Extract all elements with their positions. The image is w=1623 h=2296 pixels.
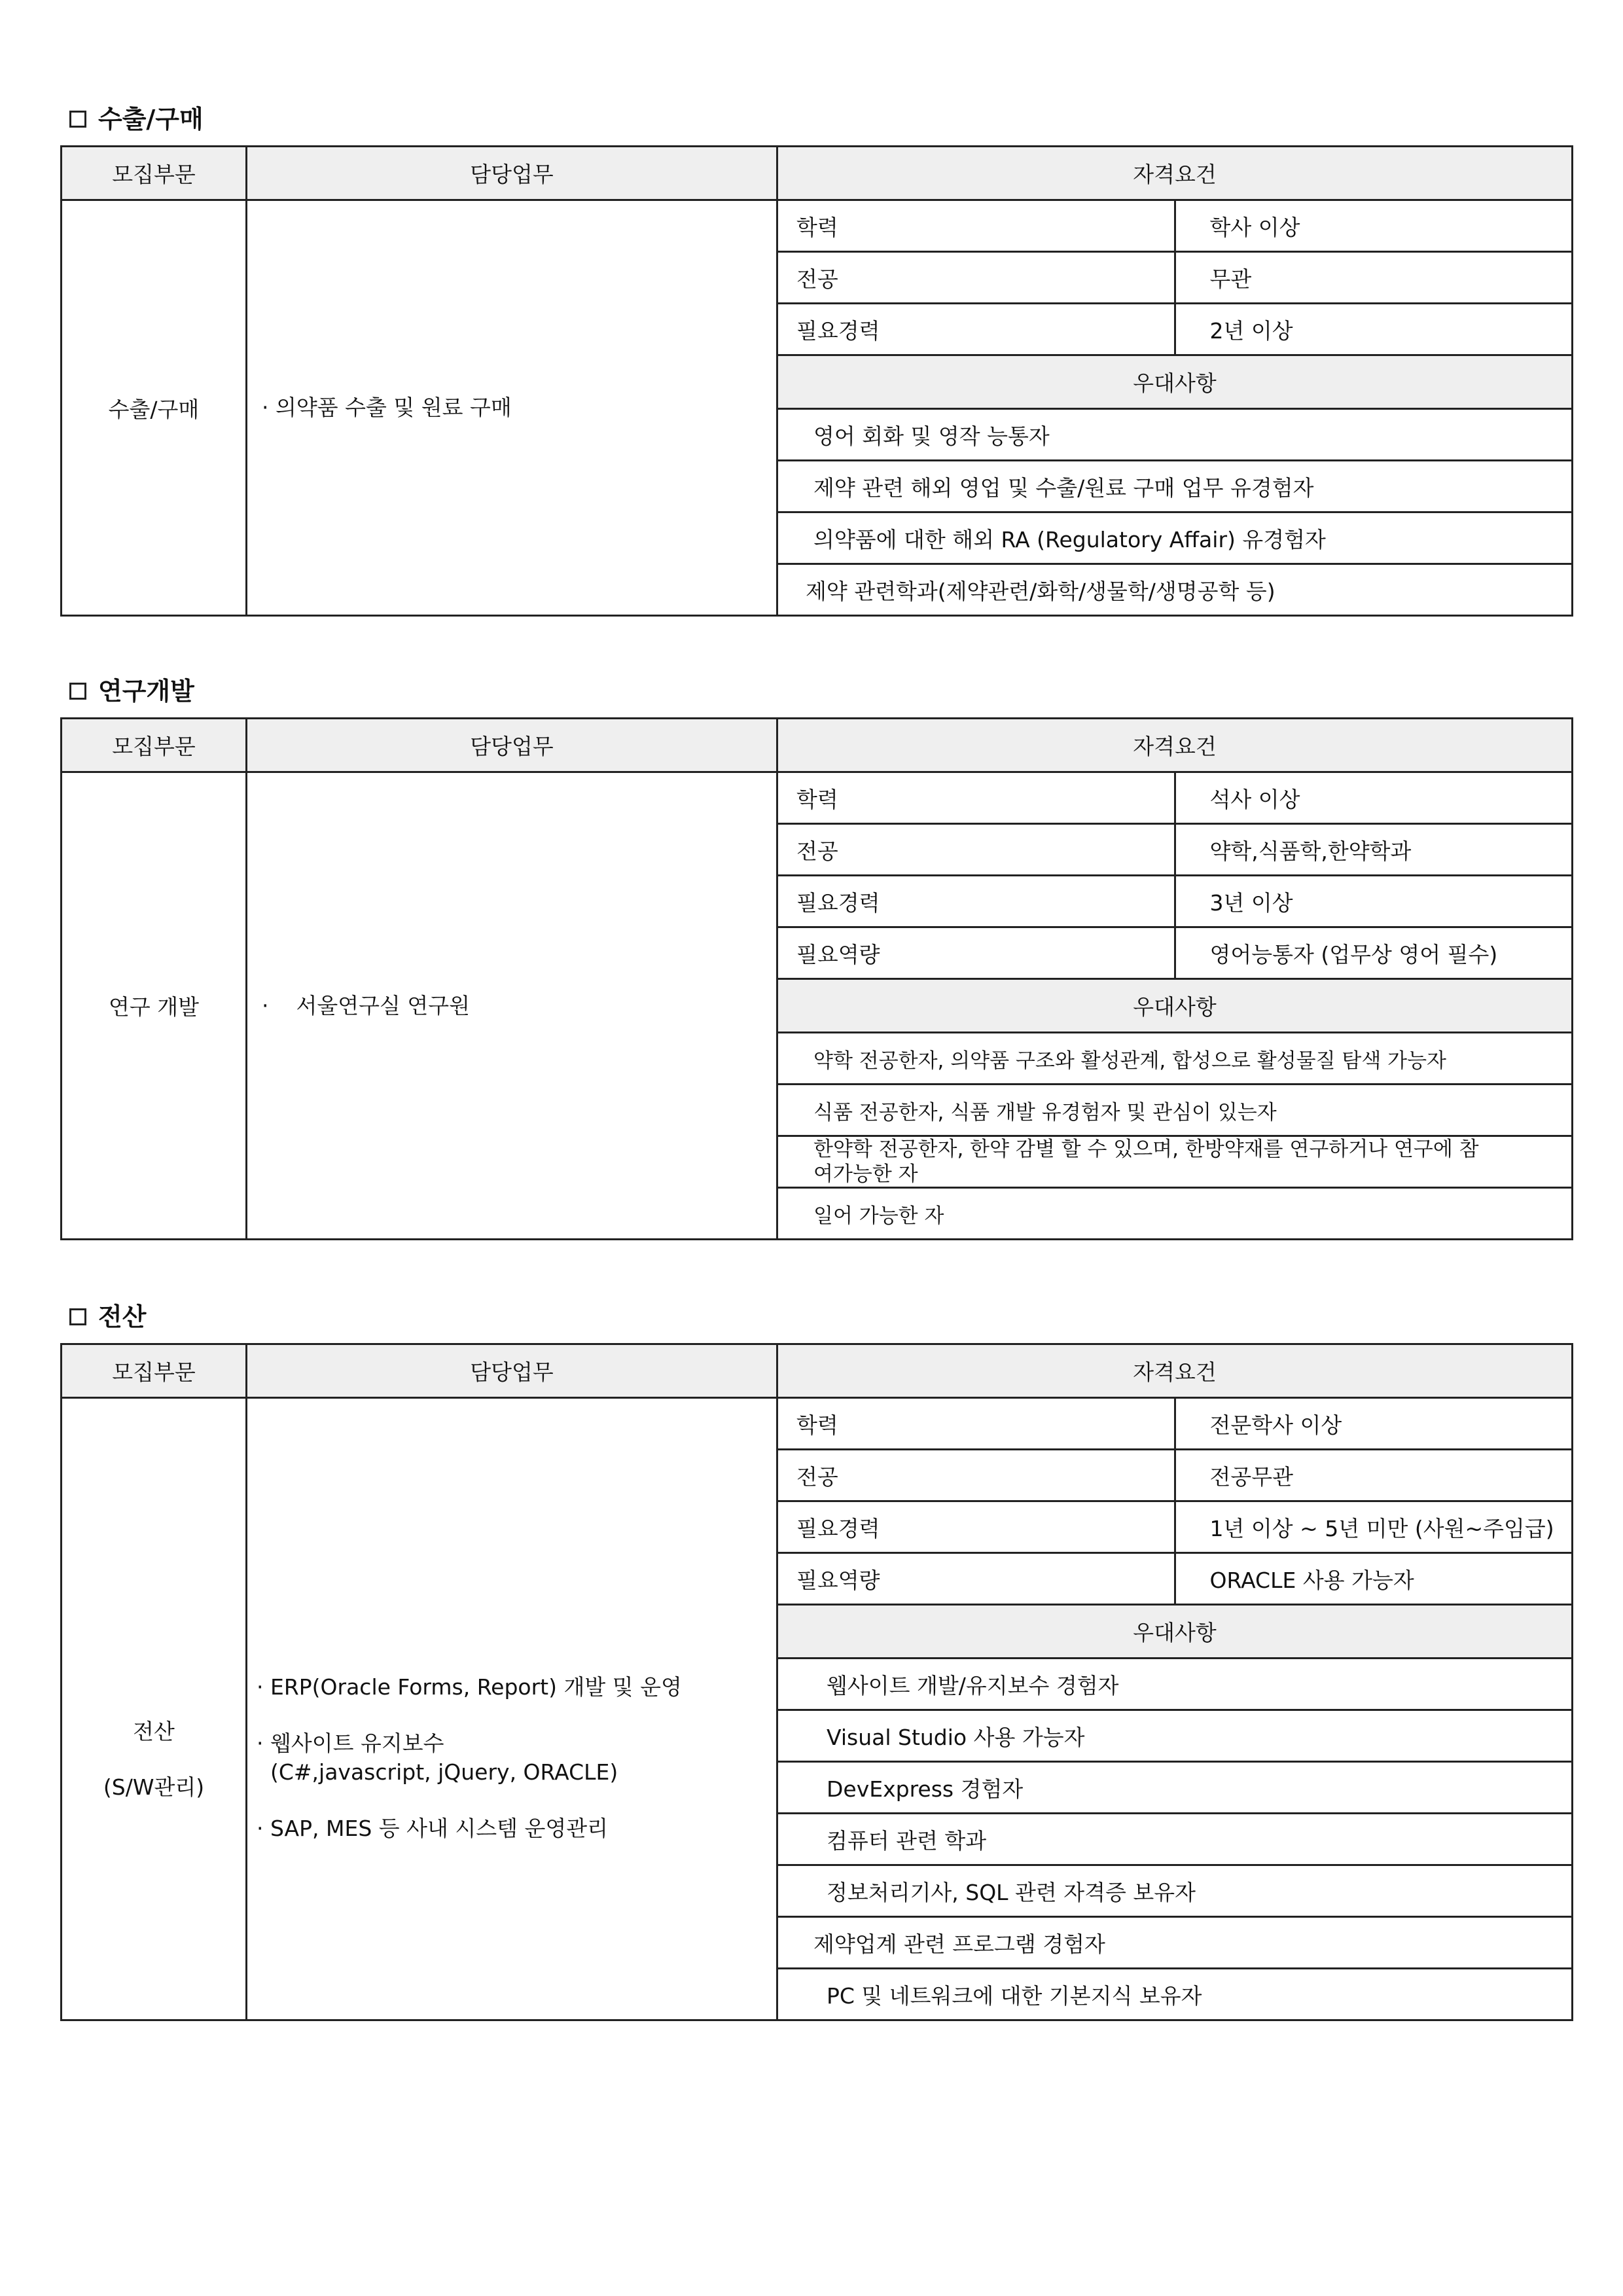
recruit-table: [60, 717, 1573, 1240]
task-cell: [247, 200, 777, 616]
header-dept: 모집부문: [62, 719, 247, 772]
qual-label: 전공: [777, 824, 1175, 876]
qual-label: 전공: [777, 252, 1175, 304]
section-export-purchase: [60, 98, 1573, 617]
pref-item: Visual Studio 사용 가능자: [777, 1710, 1573, 1762]
qual-value: 무관: [1175, 252, 1573, 304]
pref-item: 컴퓨터 관련 학과: [777, 1814, 1573, 1865]
section-rnd: [60, 670, 1573, 1240]
qual-label: 필요경력: [777, 304, 1175, 355]
header-dept: 모집부문: [62, 1344, 247, 1398]
qual-label: 전공: [777, 1450, 1175, 1501]
header-task: 담당업무: [247, 1344, 777, 1398]
pref-item: PC 및 네트워크에 대한 기본지식 보유자: [777, 1969, 1573, 2020]
task-cell: [247, 1398, 777, 2020]
pref-item: 의약품에 대한 해외 RA (Regulatory Affair) 유경험자: [777, 512, 1573, 564]
task-item: · ERP(Oracle Forms, Report) 개발 및 운영: [257, 1674, 682, 1700]
header-task: 담당업무: [247, 147, 777, 200]
dept-subname: (S/W관리): [103, 1774, 205, 1800]
pref-item: 식품 전공한자, 식품 개발 유경험자 및 관심이 있는자: [777, 1085, 1573, 1136]
pref-header: 우대사항: [777, 1605, 1573, 1659]
dept-cell: 수출/구매: [62, 200, 247, 616]
pref-item: 한약학 전공한자, 한약 감별 할 수 있으며, 한방약재를 연구하거나 연구에 참여가능한 자: [777, 1136, 1573, 1188]
pref-item: 약학 전공한자, 의약품 구조와 활성관계, 합성으로 활성물질 탐색 가능자: [777, 1033, 1573, 1085]
qual-label: 학력: [777, 200, 1175, 252]
recruit-table: [60, 1343, 1573, 2021]
qual-label: 필요경력: [777, 876, 1175, 927]
task-cell: [247, 772, 777, 1240]
checkbox-icon: [69, 683, 86, 700]
dept-cell: 연구 개발: [62, 772, 247, 1240]
section-title: [60, 1296, 1573, 1338]
dept-cell: [62, 1398, 247, 2020]
qual-value: ORACLE 사용 가능자: [1175, 1553, 1573, 1605]
section-title-text: 전산: [98, 1302, 147, 1331]
qual-label: 필요역량: [777, 927, 1175, 979]
pref-item: DevExpress 경험자: [777, 1762, 1573, 1814]
task-item: · 서울연구실 연구원: [262, 992, 470, 1018]
pref-item: 일어 가능한 자: [777, 1188, 1573, 1240]
qual-label: 필요역량: [777, 1553, 1175, 1605]
header-dept: 모집부문: [62, 147, 247, 200]
qual-label: 필요경력: [777, 1501, 1175, 1553]
qual-value: 약학,식품학,한약학과: [1175, 824, 1573, 876]
checkbox-icon: [69, 111, 86, 128]
section-it: [60, 1296, 1573, 2021]
pref-header: 우대사항: [777, 979, 1573, 1033]
qual-value: 전공무관: [1175, 1450, 1573, 1501]
pref-item: 제약 관련학과(제약관련/화학/생물학/생명공학 등): [777, 564, 1573, 616]
section-title: [60, 98, 1573, 140]
task-item: · SAP, MES 등 사내 시스템 운영관리: [257, 1816, 609, 1841]
checkbox-icon: [69, 1308, 86, 1325]
section-title: [60, 670, 1573, 712]
task-item: · 웹사이트 유지보수: [257, 1731, 444, 1756]
pref-item: 정보처리기사, SQL 관련 자격증 보유자: [777, 1865, 1573, 1917]
header-qual: 자격요건: [777, 147, 1573, 200]
header-qual: 자격요건: [777, 719, 1573, 772]
pref-item: 웹사이트 개발/유지보수 경험자: [777, 1659, 1573, 1710]
qual-value: 학사 이상: [1175, 200, 1573, 252]
section-title-text: 수출/구매: [98, 105, 204, 134]
pref-header: 우대사항: [777, 355, 1573, 409]
qual-label: 학력: [777, 772, 1175, 824]
qual-value: 석사 이상: [1175, 772, 1573, 824]
pref-item: 영어 회화 및 영작 능통자: [777, 409, 1573, 461]
qual-value: 3년 이상: [1175, 876, 1573, 927]
qual-value: 1년 이상 ~ 5년 미만 (사원~주임급): [1175, 1501, 1573, 1553]
pref-item: 제약업계 관련 프로그램 경험자: [777, 1917, 1573, 1969]
header-task: 담당업무: [247, 719, 777, 772]
dept-name: 전산: [133, 1719, 175, 1744]
header-qual: 자격요건: [777, 1344, 1573, 1398]
qual-value: 전문학사 이상: [1175, 1398, 1573, 1450]
task-item: (C#,javascript, jQuery, ORACLE): [257, 1759, 618, 1785]
recruit-table: [60, 145, 1573, 617]
pref-item: 제약 관련 해외 영업 및 수출/원료 구매 업무 유경험자: [777, 461, 1573, 512]
qual-value: 영어능통자 (업무상 영어 필수): [1175, 927, 1573, 979]
qual-value: 2년 이상: [1175, 304, 1573, 355]
section-title-text: 연구개발: [98, 677, 194, 706]
task-item: · 의약품 수출 및 원료 구매: [262, 395, 512, 420]
qual-label: 학력: [777, 1398, 1175, 1450]
